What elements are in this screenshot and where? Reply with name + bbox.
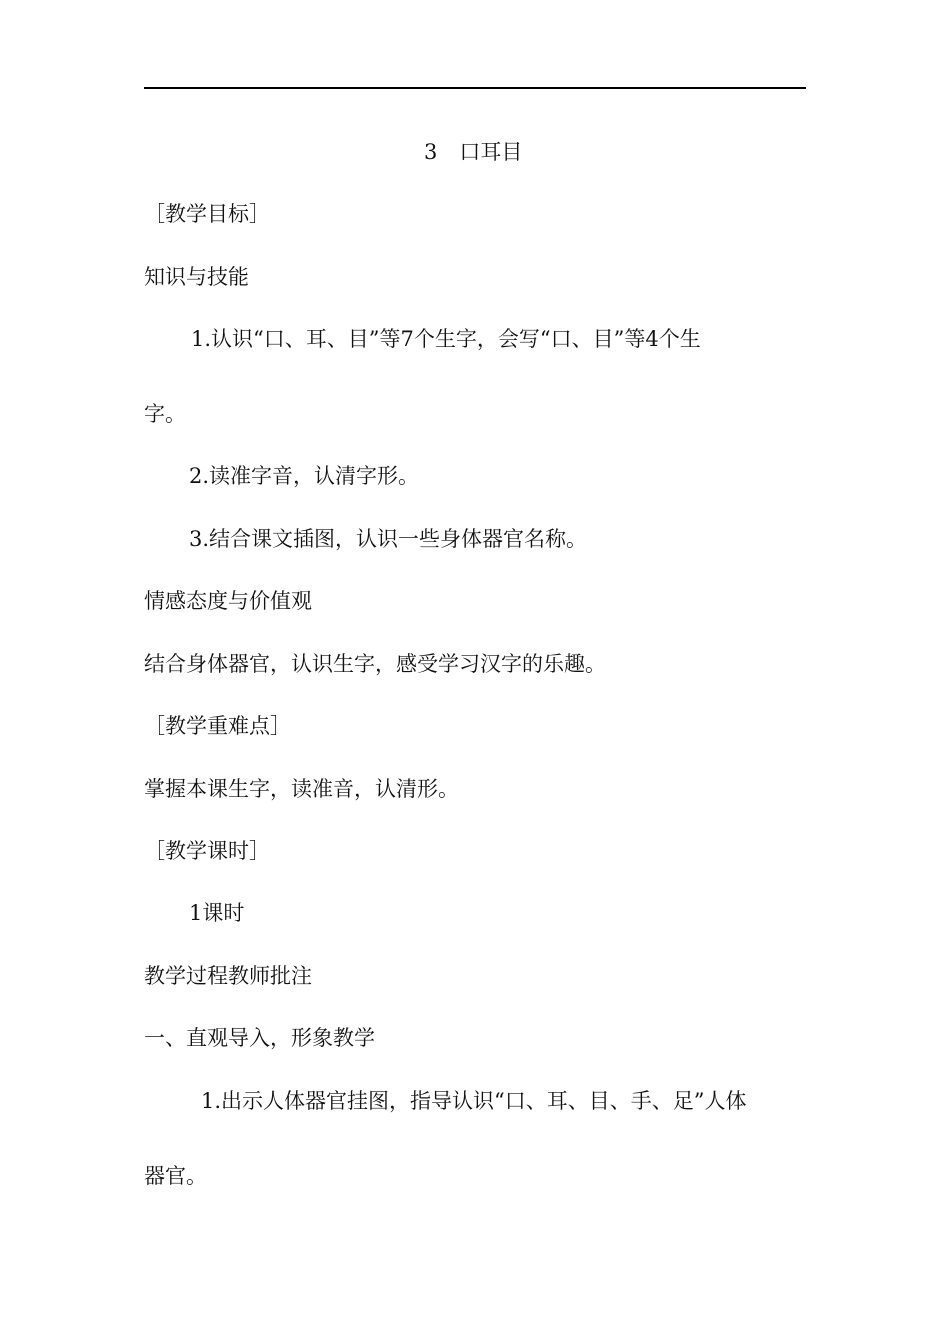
objective-item-2: 2.读准字音，认清字形。 [189, 464, 420, 488]
emotion-text: 结合身体器官，认识生字，感受学习汉字的乐趣。 [144, 652, 606, 676]
key-points-heading: ［教学重难点］ [144, 714, 291, 738]
objective-item-1-line-1: 1.认识“口、耳、目”等7个生字，会写“口、目”等4个生 [191, 327, 701, 351]
key-points-text: 掌握本课生字，读准音，认清形。 [144, 777, 459, 801]
hours-heading: ［教学课时］ [144, 839, 270, 863]
knowledge-heading: 知识与技能 [144, 265, 249, 289]
hours-text: 1课时 [189, 901, 245, 925]
objectives-heading: ［教学目标］ [144, 202, 270, 226]
header-rule [144, 87, 806, 89]
process-heading: 教学过程教师批注 [144, 964, 312, 988]
lesson-number: 3 [424, 140, 438, 164]
lesson-title-text: 口耳目 [459, 140, 523, 164]
emotion-heading: 情感态度与价值观 [144, 589, 312, 613]
objective-item-3: 3.结合课文插图，认识一些身体器官名称。 [189, 527, 588, 551]
objective-item-1-line-2: 字。 [144, 402, 186, 426]
section-1-heading: 一、直观导入，形象教学 [144, 1026, 375, 1050]
lesson-title [424, 138, 522, 166]
step-1-line-2: 器官。 [144, 1164, 207, 1188]
step-1-line-1: 1.出示人体器官挂图，指导认识“口、耳、目、手、足”人体 [201, 1089, 747, 1113]
